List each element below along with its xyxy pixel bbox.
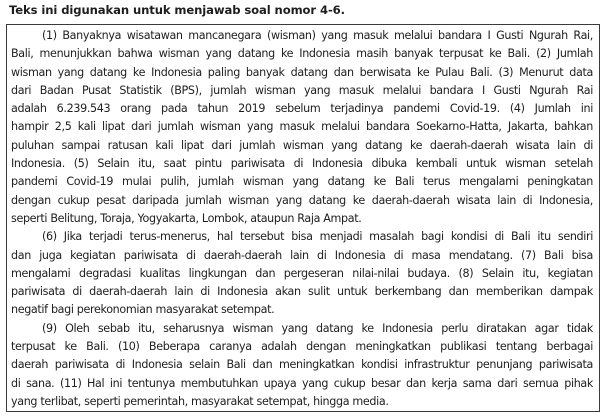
passage-line: dari Badan Pusat Statistik (BPS), jumlah wisman yang masuk melalui bandara I Gusti Ngurah Rai xyxy=(11,83,593,97)
passage-paragraph-1 xyxy=(11,27,593,228)
passage-line: daerah pariwisata di Indonesia selain Bali dan meningkatkan kondisi infrastruktur penunjang pariwisata xyxy=(11,358,593,372)
passage-line: puluhan sampai ratusan kali lipat dari jumlah wisman yang datang ke daerah-daerah wisata lain di xyxy=(11,138,593,152)
passage-line: mengalami degradasi kualitas lingkungan dan pergeseran nilai-nilai budaya. (8) Selain itu, kegiatan xyxy=(11,266,593,280)
passage-line: seperti Belitung, Toraja, Yogyakarta, Lombok, ataupun Raja Ampat. xyxy=(11,211,362,225)
passage-line: adalah 6.239.543 orang pada tahun 2019 sebelum terjadinya pandemi Covid-19. (4) Jumlah ini xyxy=(11,102,593,116)
passage-line: negatif bagi perekonomian masyarakat setempat. xyxy=(11,303,275,317)
passage-line: pandemi Covid-19 mulai pulih, jumlah wisman yang datang ke Bali terus mengalami peningkatan xyxy=(11,175,593,189)
passage-line: terpusat ke Bali. (10) Beberapa caranya adalah dengan meningkatkan publikasi tentang berbagai xyxy=(11,340,593,354)
passage-line: dengan cukup pesat daripada jumlah wisman yang datang ke daerah-daerah wisata lain di Indonesia, xyxy=(11,193,593,207)
passage-line: di sana. (11) Hal ini tentunya membutuhkan upaya yang cukup besar dan kerja sama dari semua pihak xyxy=(11,376,593,390)
passage-line: (9) Oleh sebab itu, seharusnya wisman yang datang ke Indonesia perlu diratakan agar tidak xyxy=(42,321,593,335)
passage-line: Indonesia. (5) Selain itu, saat pintu pariwisata di Indonesia dibuka kembali untuk wisman setelah xyxy=(11,157,593,171)
reading-instruction-heading: Teks ini digunakan untuk menjawab soal nomor 4-6. xyxy=(9,3,345,17)
passage-line: yang terlibat, seperti pemerintah, masyarakat setempat, hingga media. xyxy=(11,394,389,408)
passage-line: dan juga kegiatan pariwisata di daerah-daerah lain di Indonesia di masa mendatang. (7) Bali bisa xyxy=(11,248,593,262)
passage-line: Bali, menunjukkan bahwa wisman yang datang ke Indonesia masih banyak terpusat ke Bali. (2) Jumlah xyxy=(11,47,593,61)
passage-line: (1) Banyaknya wisatawan mancanegara (wisman) yang masuk melalui bandara I Gusti Ngurah Rai, xyxy=(42,29,593,42)
passage-paragraph-2 xyxy=(11,228,593,319)
passage-paragraph-3 xyxy=(11,320,593,411)
passage-line: wisman yang datang ke Indonesia paling banyak datang dan berwisata ke Pulau Bali. (3) Menurut data xyxy=(11,65,593,79)
passage-line: (6) Jika terjadi terus-menerus, hal tersebut bisa menjadi masalah bagi kondisi di Bali itu sendiri xyxy=(42,230,593,244)
passage-line: pariwisata di daerah-daerah lain di Indonesia akan sulit untuk berkembang dan memberikan dampak xyxy=(11,285,593,299)
reading-passage-box xyxy=(6,24,600,412)
passage-line: hampir 2,5 kali lipat dari jumlah wisman yang masuk melalui bandara Soekarno-Hatta, Jakarta, bahkan xyxy=(11,120,593,134)
